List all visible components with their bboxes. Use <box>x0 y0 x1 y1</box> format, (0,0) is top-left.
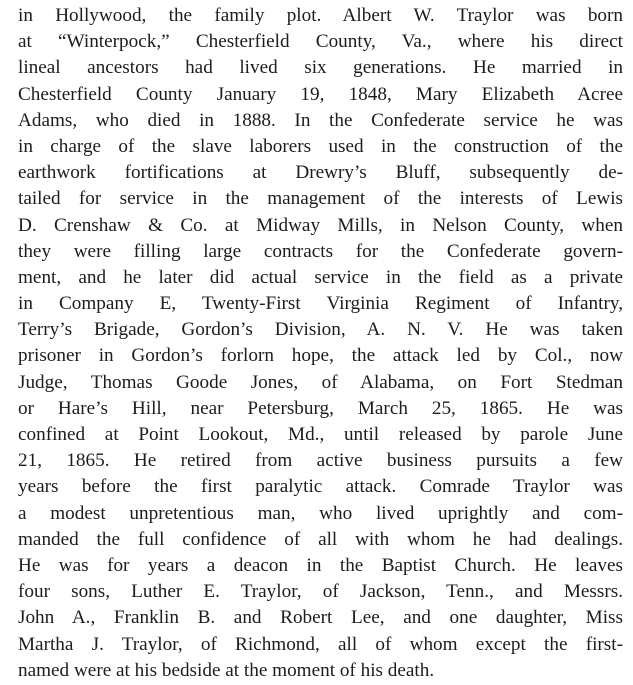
text-line-15: Judge, Thomas Goode Jones, of Alabama, on Fort Stedman <box>18 371 623 393</box>
text-line-8: tailed for service in the management of the interests of Lewis <box>18 188 623 210</box>
text-line-7: earthwork fortifications at Drewry’s Bluff, subsequently de- <box>18 162 623 184</box>
text-line-26: named were at his bedside at the moment of his death. <box>18 659 435 681</box>
text-line-22: He was for years a deacon in the Baptist Church. He leaves <box>18 554 623 576</box>
text-line-21: manded the full confidence of all with whom he had dealings. <box>18 528 623 550</box>
text-line-23: four sons, Luther E. Traylor, of Jackson, Tenn., and Messrs. <box>18 581 623 603</box>
text-line-19: years before the first paralytic attack. Comrade Traylor was <box>18 476 623 498</box>
text-line-12: in Company E, Twenty-First Virginia Regiment of Infantry, <box>18 293 623 315</box>
text-line-1: in Hollywood, the family plot. Albert W. Traylor was born <box>18 5 623 26</box>
text-line-25: Martha J. Traylor, of Richmond, all of whom except the first- <box>18 633 623 655</box>
text-line-13: Terry’s Brigade, Gordon’s Division, A. N. V. He was taken <box>18 319 623 341</box>
text-line-4: Chesterfield County January 19, 1848, Mary Elizabeth Acree <box>18 83 623 105</box>
text-line-20: a modest unpretentious man, who lived uprightly and com- <box>18 502 623 524</box>
text-line-3: lineal ancestors had lived six generations. He married in <box>18 57 623 79</box>
text-line-24: John A., Franklin B. and Robert Lee, and one daughter, Miss <box>18 607 623 629</box>
text-line-6: in charge of the slave laborers used in the construction of the <box>18 135 623 157</box>
text-line-5: Adams, who died in 1888. In the Confederate service he was <box>18 109 623 131</box>
text-line-14: prisoner in Gordon’s forlorn hope, the attack led by Col., now <box>18 345 623 367</box>
text-line-17: confined at Point Lookout, Md., until released by parole June <box>18 424 623 445</box>
text-line-10: they were filling large contracts for the Confederate govern- <box>18 240 623 262</box>
text-line-2: at “Winterpock,” Chesterfield County, Va., where his direct <box>18 31 623 53</box>
text-line-16: or Hare’s Hill, near Petersburg, March 25, 1865. He was <box>18 397 623 419</box>
document-body <box>18 3 623 684</box>
text-line-18: 21, 1865. He retired from active business pursuits a few <box>18 450 623 472</box>
text-line-11: ment, and he later did actual service in the field as a private <box>18 266 623 288</box>
text-line-9: D. Crenshaw & Co. at Midway Mills, in Nelson County, when <box>18 214 623 236</box>
